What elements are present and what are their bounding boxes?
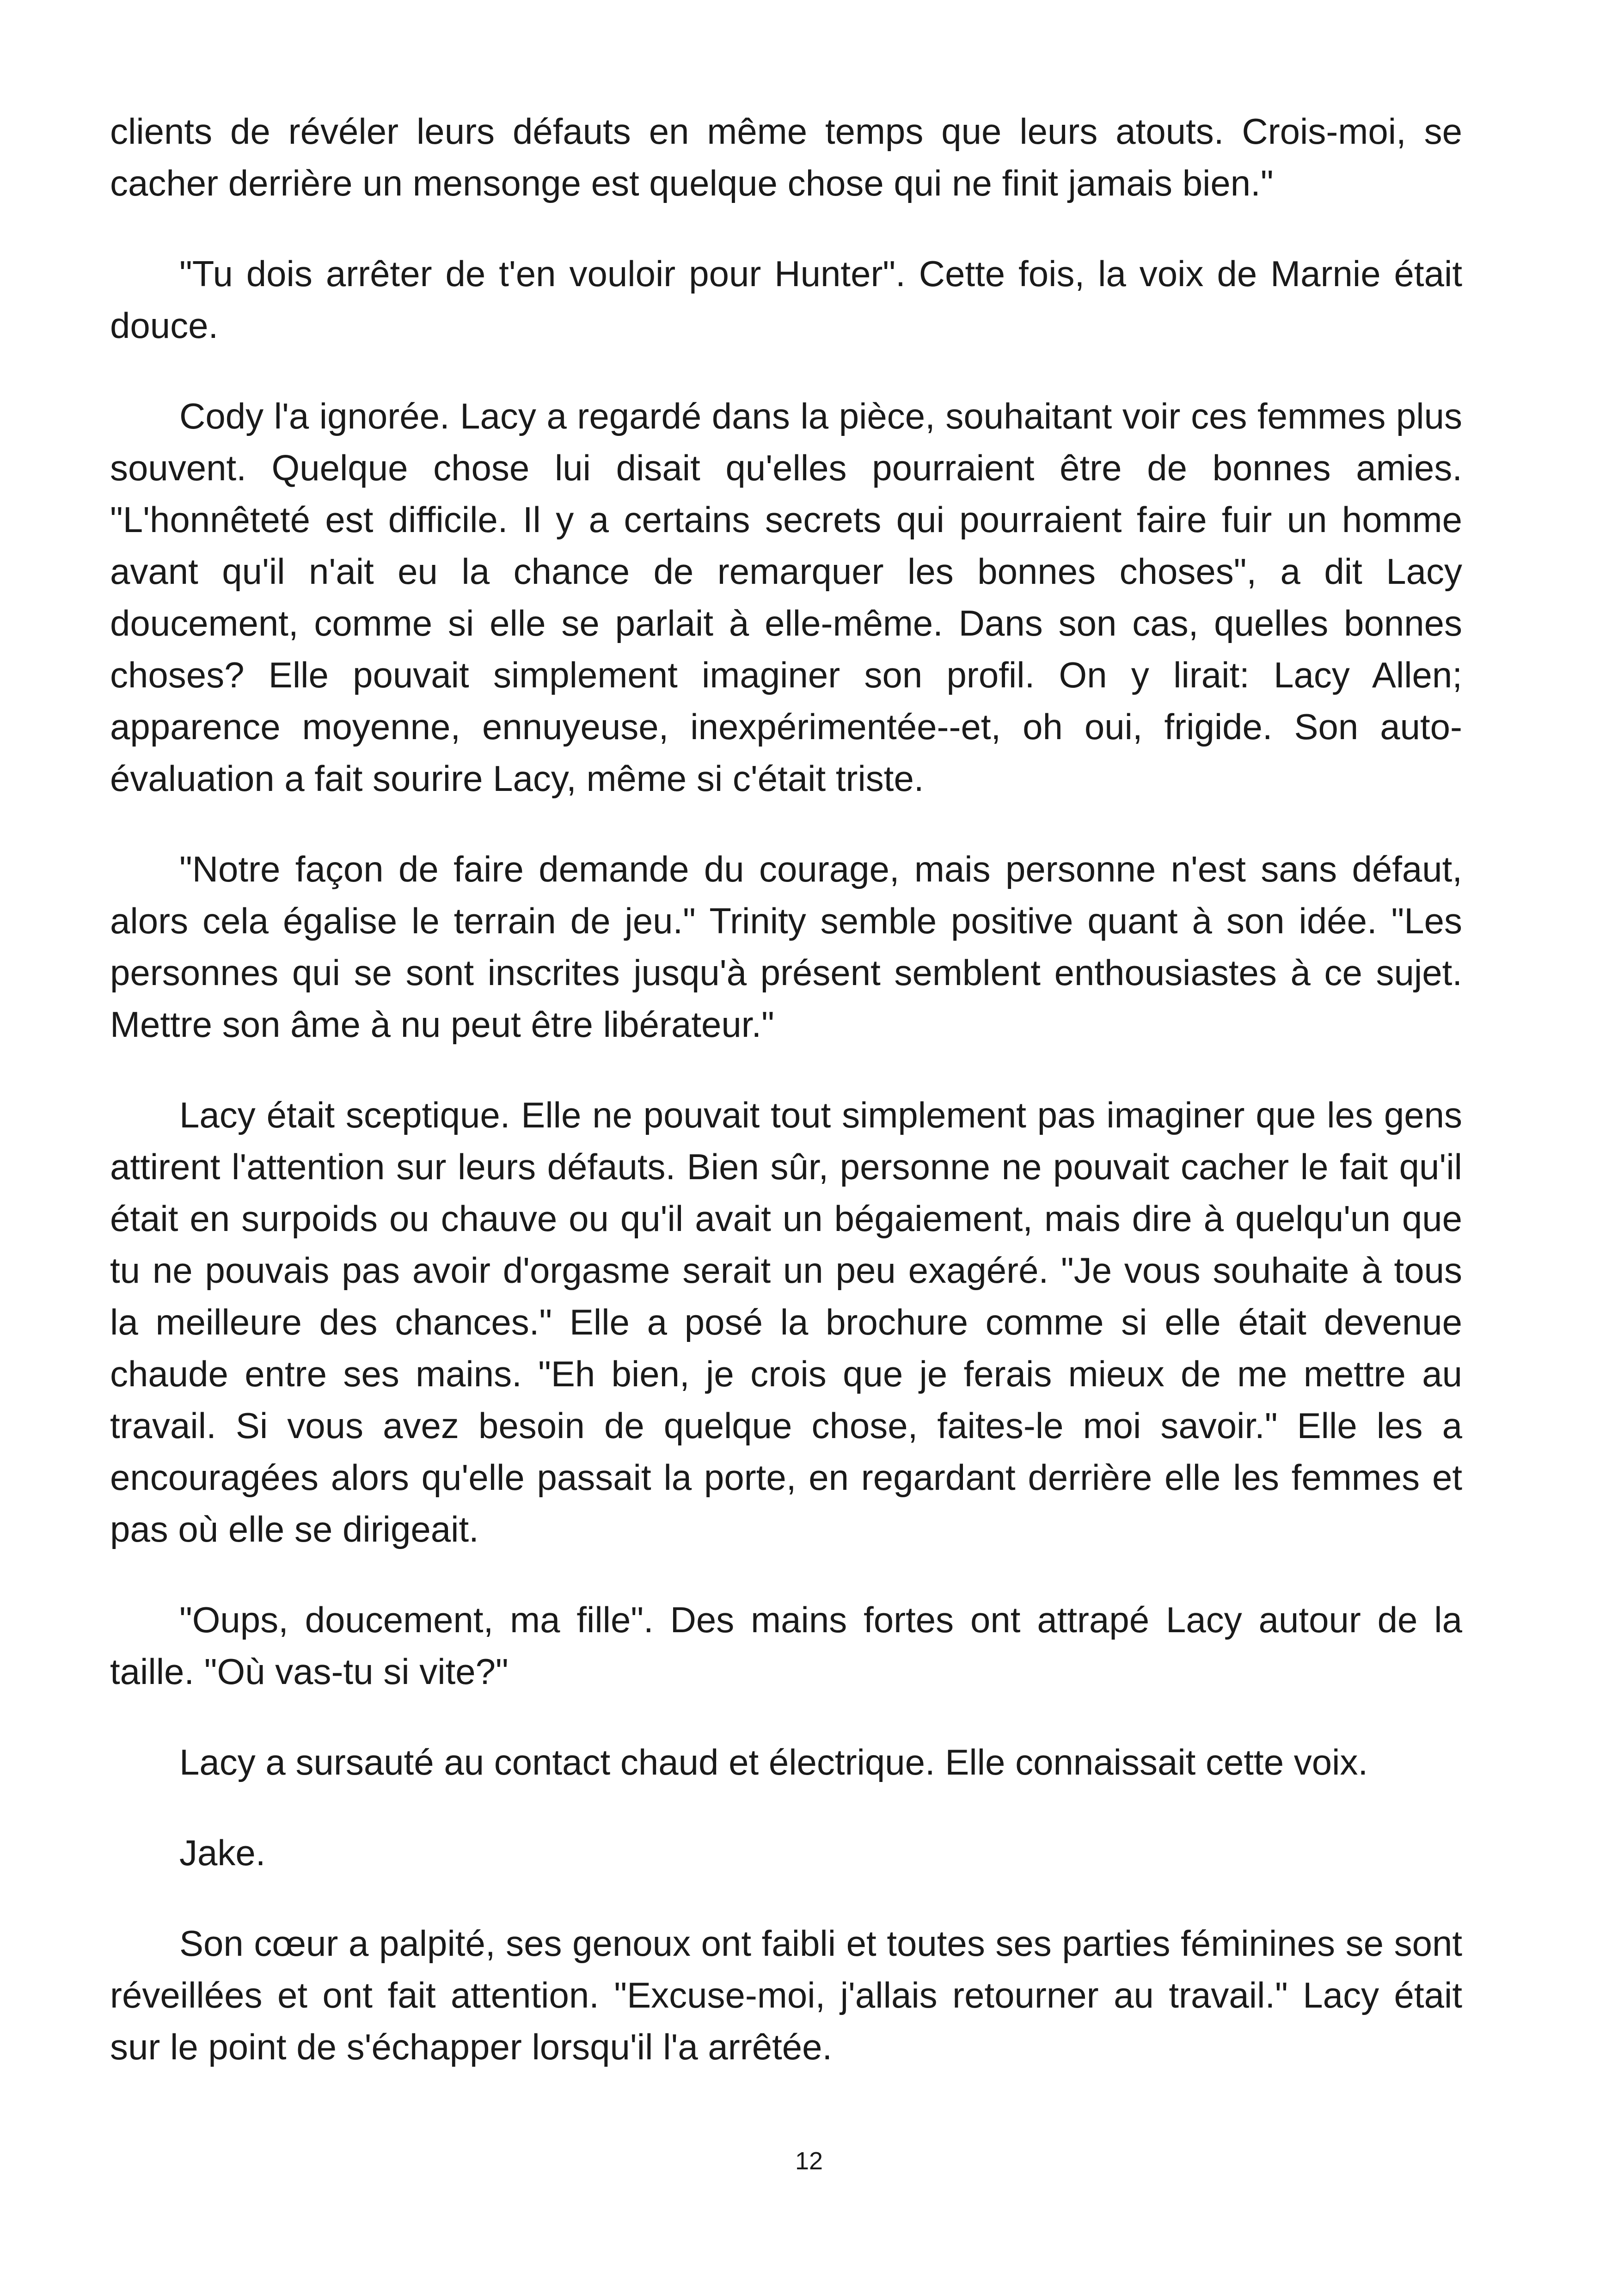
paragraph-4: "Notre façon de faire demande du courage, mais personne n'est sans défaut, alors cela égalise le terrain de jeu." Trinity semble positive quant à son idée. "Les personnes qui se sont inscrites jusqu'à présent semblent enthousiastes à ce sujet. Mettre son âme à nu peut être libérateur."	[110, 849, 1462, 1045]
paragraph-8: Jake.	[179, 1832, 266, 1873]
paragraph-5: Lacy était sceptique. Elle ne pouvait tout simplement pas imaginer que les gens attirent l'attention sur leurs défauts. Bien sûr, personne ne pouvait cacher le fait qu'il était en surpoids ou chauve ou qu'il avait un bégaiement, mais dire à quelqu'un que tu ne pouvais pas avoir d'orgasme serait un peu exagéré. "Je vous souhaite à tous la meilleure des chances." Elle a posé la brochure comme si elle était devenue chaude entre ses mains. "Eh bien, je crois que je ferais mieux de me mettre au travail. Si vous avez besoin de quelque chose, faites-le moi savoir." Elle les a encouragées alors qu'elle passait la porte, en regardant derrière elle les femmes et pas où elle se dirigeait.	[110, 1095, 1462, 1549]
paragraph-7: Lacy a sursauté au contact chaud et électrique. Elle connaissait cette voix.	[179, 1742, 1368, 1782]
paragraph-2: "Tu dois arrêter de t'en vouloir pour Hunter". Cette fois, la voix de Marnie était douce.	[110, 253, 1462, 346]
paragraph-1: clients de révéler leurs défauts en même temps que leurs atouts. Crois-moi, se cacher derrière un mensonge est quelque chose qui ne finit jamais bien."	[110, 111, 1462, 203]
body-text	[110, 105, 1462, 2112]
paragraph-3: Cody l'a ignorée. Lacy a regardé dans la pièce, souhaitant voir ces femmes plus souvent. Quelque chose lui disait qu'elles pourraient être de bonnes amies. "L'honnêteté est difficile. Il y a certains secrets qui pourraient faire fuir un homme avant qu'il n'ait eu la chance de remarquer les bonnes choses", a dit Lacy doucement, comme si elle se parlait à elle-même. Dans son cas, quelles bonnes choses? Elle pouvait simplement imaginer son profil. On y lirait: Lacy Allen; apparence moyenne, ennuyeuse, inexpérimentée--et, oh oui, frigide. Son auto-évaluation a fait sourire Lacy, même si c'était triste.	[110, 396, 1462, 799]
paragraph-6: "Oups, doucement, ma fille". Des mains fortes ont attrapé Lacy autour de la taille. "Où vas-tu si vite?"	[110, 1599, 1462, 1692]
page-number: 12	[795, 2147, 823, 2175]
paragraph-9: Son cœur a palpité, ses genoux ont faibli et toutes ses parties féminines se sont réveillées et ont fait attention. "Excuse-moi, j'allais retourner au travail." Lacy était sur le point de s'échapper lorsqu'il l'a arrêtée.	[110, 1923, 1462, 2067]
